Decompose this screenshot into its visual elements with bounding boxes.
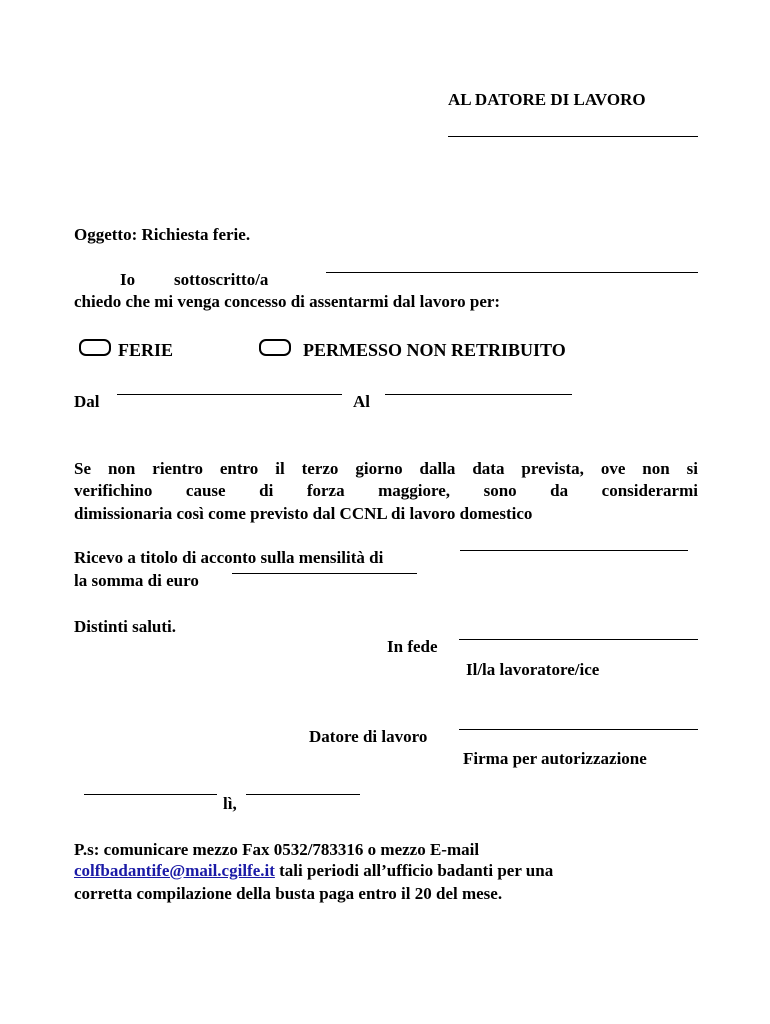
dal-label: Dal <box>74 392 100 411</box>
place-field[interactable] <box>84 794 217 795</box>
recipient-heading: AL DATORE DI LAVORO <box>448 90 646 109</box>
employer-signature-field[interactable] <box>459 729 698 730</box>
in-fede-label: In fede <box>387 637 438 656</box>
ps-line-3: corretta compilazione della busta paga entro il 20 del mese. <box>74 884 503 903</box>
notice-line-3: dimissionaria così come previsto dal CCNL di lavoro domestico <box>74 504 533 523</box>
authorization-caption: Firma per autorizzazione <box>463 749 647 768</box>
ferie-checkbox[interactable] <box>79 339 111 356</box>
euro-amount-field[interactable] <box>232 573 417 574</box>
li-label: lì, <box>223 794 237 813</box>
io-label: Io <box>120 270 136 289</box>
notice-line-2: verifichino cause di forza maggiore, sono da considerarmi <box>74 481 698 500</box>
name-field[interactable] <box>326 272 698 273</box>
request-line: chiedo che mi venga concesso di assentarmi dal lavoro per: <box>74 292 501 311</box>
permesso-checkbox[interactable] <box>259 339 291 356</box>
date-field[interactable] <box>246 794 360 795</box>
dal-date-field[interactable] <box>117 394 342 395</box>
worker-signature-field[interactable] <box>459 639 698 640</box>
worker-caption: Il/la lavoratore/ice <box>466 660 600 679</box>
closing-greeting: Distinti saluti. <box>74 617 177 636</box>
subject-line: Oggetto: Richiesta ferie. <box>74 225 251 244</box>
al-label: Al <box>353 392 370 411</box>
month-field[interactable] <box>460 550 688 551</box>
permesso-label: PERMESSO NON RETRIBUITO <box>303 340 566 360</box>
ps-line-2-rest: tali periodi all’ufficio badanti per una <box>274 861 554 880</box>
sottoscritto-label: sottoscritto/a <box>174 270 269 289</box>
ps-line-2 <box>74 861 553 881</box>
advance-amount-label: la somma di euro <box>74 571 199 590</box>
recipient-name-field[interactable] <box>448 136 698 137</box>
employer-label: Datore di lavoro <box>309 727 428 746</box>
notice-line-1: Se non rientro entro il terzo giorno dalla data prevista, ove non si <box>74 459 698 478</box>
ps-line-1: P.s: comunicare mezzo Fax 0532/783316 o mezzo E-mail <box>74 840 480 859</box>
ferie-label: FERIE <box>118 340 174 360</box>
al-date-field[interactable] <box>385 394 572 395</box>
email-link[interactable]: colfbadantife@mail.cgilfe.it <box>74 861 275 880</box>
advance-month-label: Ricevo a titolo di acconto sulla mensilità di <box>74 548 384 567</box>
